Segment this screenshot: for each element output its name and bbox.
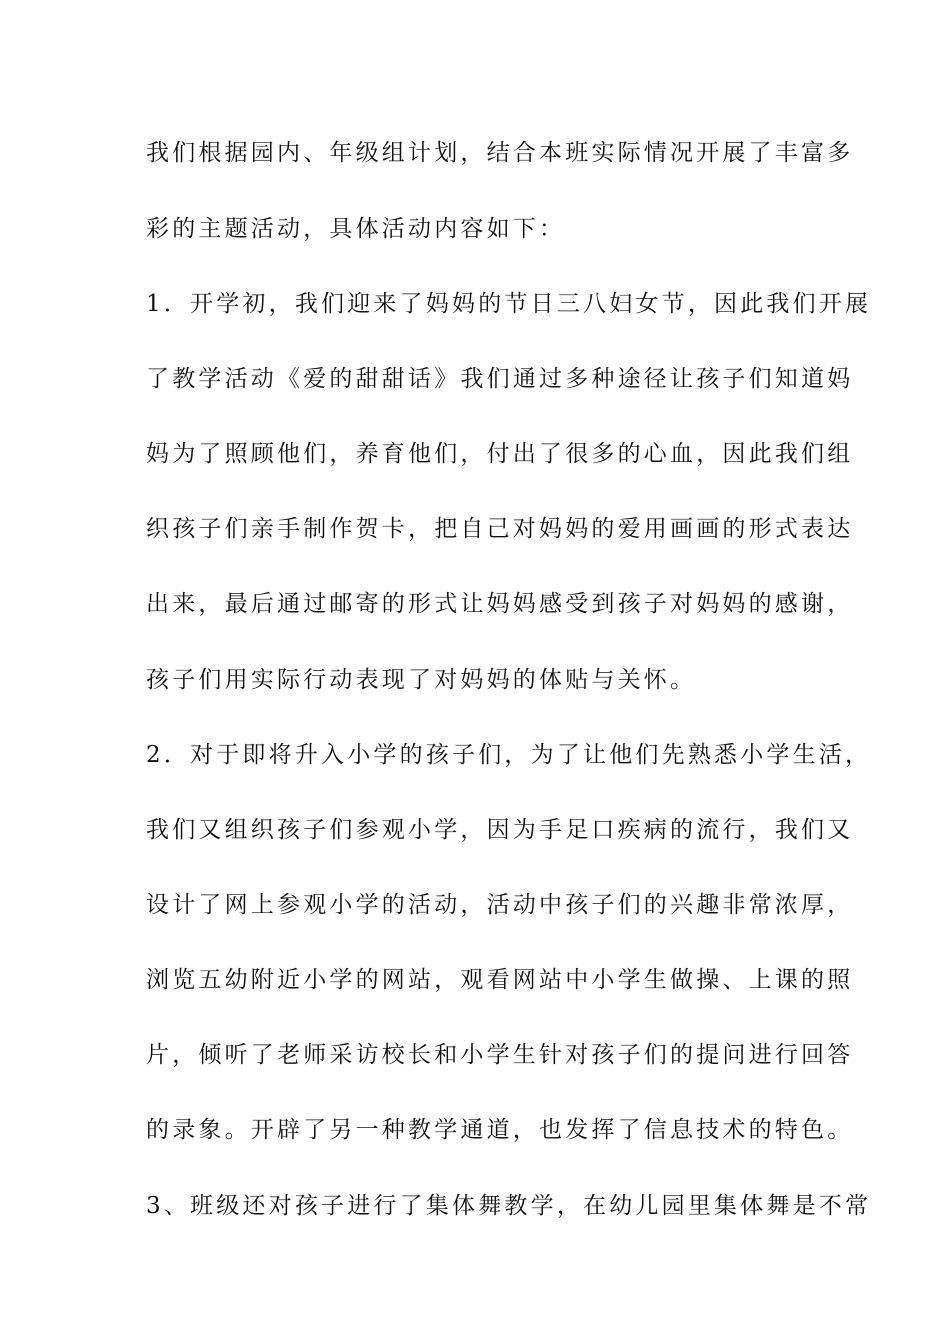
- text-line: 1．开学初，我们迎来了妈妈的节日三八妇女节，因此我们开展: [146, 291, 872, 317]
- text-line: 我们又组织孩子们参观小学，因为手足口疾病的流行，我们又: [146, 817, 854, 843]
- text-line: 2．对于即将升入小学的孩子们，为了让他们先熟悉小学生活，: [146, 742, 872, 768]
- text-line: 妈为了照顾他们，养育他们，付出了很多的心血，因此我们组: [146, 441, 854, 467]
- text-line: 片，倾听了老师采访校长和小学生针对孩子们的提问进行回答: [146, 1042, 854, 1068]
- text-line: 了教学活动《爱的甜甜话》我们通过多种途径让孩子们知道妈: [146, 366, 854, 392]
- text-line: 浏览五幼附近小学的网站，观看网站中小学生做操、上课的照: [146, 967, 854, 993]
- text-line: 彩的主题活动，具体活动内容如下：: [146, 216, 566, 242]
- text-line: 孩子们用实际行动表现了对妈妈的体贴与关怀。: [146, 667, 697, 693]
- text-line: 出来，最后通过邮寄的形式让妈妈感受到孩子对妈妈的感谢，: [146, 591, 854, 617]
- text-line: 织孩子们亲手制作贺卡，把自己对妈妈的爱用画画的形式表达: [146, 516, 854, 542]
- text-line: 的录象。开辟了另一种教学通道，也发挥了信息技术的特色。: [146, 1117, 854, 1143]
- text-line: 3、班级还对孩子进行了集体舞教学，在幼儿园里集体舞是不常: [146, 1193, 872, 1219]
- text-line: 设计了网上参观小学的活动，活动中孩子们的兴趣非常浓厚，: [146, 892, 854, 918]
- text-line: 我们根据园内、年级组计划，结合本班实际情况开展了丰富多: [146, 140, 854, 166]
